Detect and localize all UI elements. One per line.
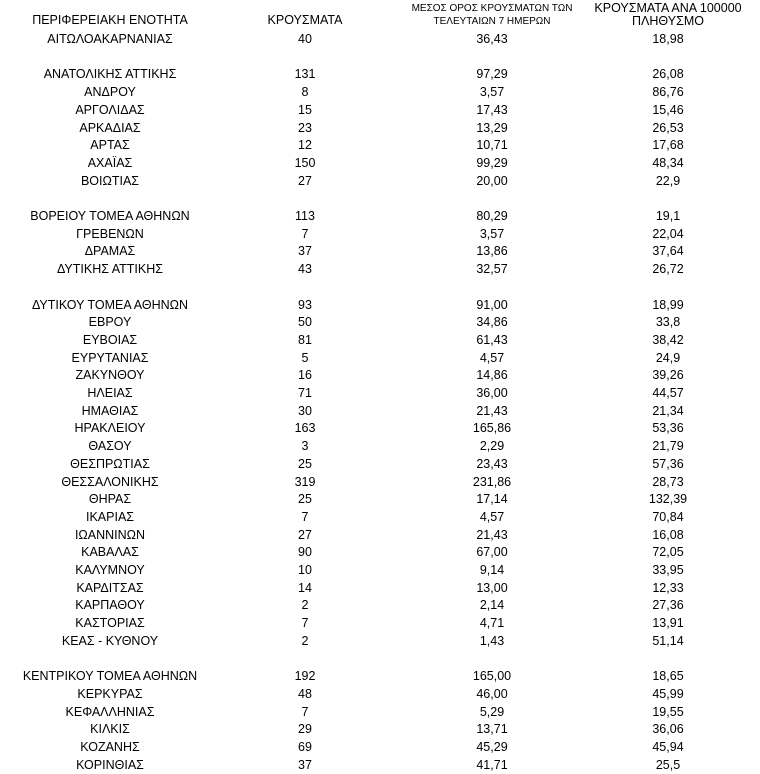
avg7-cell: 13,29 — [476, 120, 508, 135]
region-cell: ΔΥΤΙΚΟΥ ΤΟΜΕΑ ΑΘΗΝΩΝ — [31, 297, 189, 312]
region-cell: ΘΕΣΠΡΩΤΙΑΣ — [70, 456, 150, 471]
per100k-cell: 44,57 — [652, 386, 684, 400]
table-row — [0, 279, 760, 297]
table-row — [0, 509, 760, 527]
per100k-cell: 36,06 — [652, 722, 684, 737]
table-row — [0, 314, 760, 332]
avg7-cell: 10,71 — [476, 138, 508, 153]
cases-cell: 319 — [294, 474, 316, 489]
header-per100k-line2: ΠΛΗΘΥΣΜΟ — [632, 14, 704, 28]
region-cell: ΖΑΚΥΝΘΟΥ — [75, 368, 145, 383]
avg7-cell: 80,29 — [476, 209, 508, 223]
avg7-cell: 17,43 — [476, 102, 508, 117]
cases-cell: 192 — [294, 669, 316, 684]
table-row — [0, 686, 760, 704]
per100k-cell: 48,34 — [652, 155, 684, 170]
region-cell: ΑΧΑΪΑΣ — [87, 155, 133, 170]
cases-cell: 8 — [301, 85, 309, 100]
cases-cell: 43 — [298, 262, 312, 277]
table-row — [0, 633, 760, 651]
per100k-cell: 26,08 — [652, 67, 684, 82]
table-row — [0, 668, 760, 686]
per100k-cell: 16,08 — [652, 527, 684, 542]
avg7-cell: 9,14 — [479, 563, 505, 577]
avg7-cell: 13,00 — [476, 580, 508, 595]
table-row — [0, 651, 760, 669]
region-cell: ΘΗΡΑΣ — [88, 492, 132, 507]
per100k-cell: 15,46 — [652, 102, 684, 117]
per100k-cell: 19,55 — [652, 704, 684, 719]
cases-cell: 81 — [298, 332, 312, 347]
table-row — [0, 31, 760, 49]
per100k-cell: 39,26 — [652, 368, 684, 383]
region-cell: ΚΑΛΥΜΝΟΥ — [75, 563, 145, 577]
table-row — [0, 297, 760, 315]
per100k-cell: 132,39 — [648, 492, 688, 507]
header-avg7-line1: ΜΕΣΟΣ ΟΡΟΣ ΚΡΟΥΣΜΑΤΩΝ ΤΩΝ — [411, 3, 573, 14]
region-cell: ΑΙΤΩΛΟΑΚΑΡΝΑΝΙΑΣ — [47, 32, 173, 46]
avg7-cell: 23,43 — [476, 456, 508, 471]
cases-cell: 7 — [301, 226, 309, 241]
cases-cell: 14 — [298, 580, 312, 595]
per100k-cell: 72,05 — [652, 545, 684, 560]
table-row — [0, 243, 760, 261]
cases-cell: 48 — [298, 686, 312, 701]
region-cell: ΚΑΡΠΑΘΟΥ — [75, 598, 145, 613]
avg7-cell: 4,57 — [479, 509, 505, 524]
table-row — [0, 597, 760, 615]
cases-cell: 40 — [298, 32, 312, 46]
avg7-cell: 5,29 — [479, 704, 505, 719]
per100k-cell: 33,95 — [652, 563, 684, 577]
avg7-cell: 2,29 — [479, 439, 505, 454]
avg7-cell: 41,71 — [476, 757, 508, 772]
region-cell: ΚΑΣΤΟΡΙΑΣ — [75, 616, 145, 631]
table-row — [0, 66, 760, 84]
cases-cell: 50 — [298, 315, 312, 330]
region-cell: ΑΡΤΑΣ — [90, 138, 130, 153]
avg7-cell: 36,00 — [476, 386, 508, 400]
cases-cell: 15 — [298, 102, 312, 117]
region-cell: ΔΡΑΜΑΣ — [84, 244, 136, 259]
cases-cell: 131 — [294, 67, 316, 82]
avg7-cell: 13,86 — [476, 244, 508, 259]
per100k-cell: 26,53 — [652, 120, 684, 135]
per100k-cell: 22,04 — [652, 226, 684, 241]
table-row — [0, 757, 760, 774]
per100k-cell: 70,84 — [652, 509, 684, 524]
region-cell: ΚΟΡΙΝΘΙΑΣ — [76, 757, 144, 772]
avg7-cell: 13,71 — [476, 722, 508, 737]
per100k-cell: 27,36 — [652, 598, 684, 613]
region-cell: ΙΩΑΝΝΙΝΩΝ — [74, 527, 146, 542]
table-row — [0, 739, 760, 757]
region-cell: ΓΡΕΒΕΝΩΝ — [76, 226, 144, 241]
per100k-cell: 45,94 — [652, 740, 684, 754]
table-row — [0, 137, 760, 155]
table-row — [0, 173, 760, 191]
cases-cell: 7 — [301, 509, 309, 524]
avg7-cell: 34,86 — [476, 315, 508, 330]
avg7-cell: 61,43 — [476, 332, 508, 347]
cases-cell: 71 — [298, 386, 312, 400]
avg7-cell: 165,86 — [472, 421, 512, 436]
per100k-cell: 22,9 — [655, 173, 681, 188]
cases-cell: 7 — [301, 704, 309, 719]
table-row — [0, 527, 760, 545]
region-cell: ΗΜΑΘΙΑΣ — [81, 403, 139, 418]
cases-cell: 90 — [298, 545, 312, 560]
table-row — [0, 704, 760, 722]
region-cell: ΕΥΡΥΤΑΝΙΑΣ — [71, 350, 149, 365]
table-row — [0, 261, 760, 279]
avg7-cell: 97,29 — [476, 67, 508, 82]
table-row — [0, 474, 760, 492]
cases-cell: 30 — [298, 403, 312, 418]
avg7-cell: 3,57 — [479, 85, 505, 100]
avg7-cell: 2,14 — [479, 598, 505, 613]
region-cell: ΗΡΑΚΛΕΙΟΥ — [74, 421, 146, 436]
per100k-cell: 12,33 — [652, 580, 684, 595]
per100k-cell: 51,14 — [652, 633, 684, 648]
cases-cell: 27 — [298, 527, 312, 542]
table-row — [0, 562, 760, 580]
avg7-cell: 21,43 — [476, 403, 508, 418]
avg7-cell: 17,14 — [476, 492, 508, 507]
cases-cell: 37 — [298, 757, 312, 772]
cases-cell: 93 — [298, 297, 312, 312]
avg7-cell: 21,43 — [476, 527, 508, 542]
cases-cell: 113 — [295, 209, 315, 223]
per100k-cell: 33,8 — [655, 315, 681, 330]
per100k-cell: 21,34 — [652, 403, 684, 418]
cases-cell: 27 — [298, 173, 312, 188]
cases-cell: 163 — [294, 421, 316, 436]
cases-cell: 2 — [301, 633, 309, 648]
table-row — [0, 120, 760, 138]
region-cell: ΗΛΕΙΑΣ — [87, 386, 133, 400]
per100k-cell: 26,72 — [652, 262, 684, 277]
avg7-cell: 1,43 — [479, 633, 505, 648]
per100k-cell: 13,91 — [652, 616, 684, 631]
table-row — [0, 721, 760, 739]
region-cell: ΚΕΑΣ - ΚΥΘΝΟΥ — [61, 633, 159, 648]
per100k-cell: 18,65 — [652, 669, 684, 684]
table-row — [0, 332, 760, 350]
cases-cell: 10 — [298, 563, 312, 577]
cases-cell: 7 — [301, 616, 309, 631]
avg7-cell: 20,00 — [476, 173, 508, 188]
avg7-cell: 36,43 — [476, 32, 508, 46]
per100k-cell: 19,1 — [655, 209, 681, 223]
avg7-cell: 46,00 — [476, 686, 508, 701]
cases-cell: 69 — [298, 740, 312, 754]
per100k-cell: 21,79 — [652, 439, 684, 454]
cases-cell: 23 — [298, 120, 312, 135]
cases-cell: 37 — [298, 244, 312, 259]
region-cell: ΚΟΖΑΝΗΣ — [80, 740, 140, 754]
cases-cell: 25 — [298, 492, 312, 507]
table-row — [0, 456, 760, 474]
table-row — [0, 615, 760, 633]
region-cell: ΚΕΦΑΛΛΗΝΙΑΣ — [65, 704, 155, 719]
avg7-cell: 165,00 — [472, 669, 512, 684]
per100k-cell: 17,68 — [652, 138, 684, 153]
header-per100k-line1: ΚΡΟΥΣΜΑΤΑ ΑΝΑ 100000 — [594, 1, 742, 15]
per100k-cell: 45,99 — [652, 686, 684, 701]
region-cell: ΘΑΣΟΥ — [88, 439, 132, 454]
header-region: ΠΕΡΙΦΕΡΕΙΑΚΗ ΕΝΟΤΗΤΑ — [32, 13, 188, 27]
table-row — [0, 403, 760, 421]
cases-cell: 12 — [298, 138, 312, 153]
table-row — [0, 580, 760, 598]
region-cell: ΑΡΚΑΔΙΑΣ — [79, 120, 141, 135]
table-row — [0, 84, 760, 102]
header-avg7-line2: ΤΕΛΕΥΤΑΙΩΝ 7 ΗΜΕΡΩΝ — [433, 16, 551, 27]
region-cell: ΑΝΔΡΟΥ — [84, 85, 136, 100]
cases-cell: 2 — [301, 598, 309, 613]
region-cell: ΕΒΡΟΥ — [88, 315, 132, 330]
table-row — [0, 438, 760, 456]
region-cell: ΕΥΒΟΙΑΣ — [82, 332, 138, 347]
region-cell: ΒΟΙΩΤΙΑΣ — [80, 173, 140, 188]
cases-cell: 5 — [301, 350, 309, 365]
table-row — [0, 155, 760, 173]
region-cell: ΚΑΡΔΙΤΣΑΣ — [76, 580, 144, 595]
table-row — [0, 367, 760, 385]
cases-cell: 29 — [298, 722, 312, 737]
per100k-cell: 57,36 — [652, 456, 684, 471]
region-cell: ΑΡΓΟΛΙΔΑΣ — [75, 102, 145, 117]
avg7-cell: 45,29 — [476, 740, 508, 754]
region-cell: ΚΑΒΑΛΑΣ — [81, 545, 139, 560]
cases-cell: 25 — [298, 456, 312, 471]
avg7-cell: 91,00 — [476, 297, 508, 312]
cases-cell: 3 — [301, 439, 309, 454]
per100k-cell: 18,98 — [652, 32, 684, 46]
table-row — [0, 544, 760, 562]
per100k-cell: 24,9 — [655, 350, 681, 365]
per100k-cell: 37,64 — [652, 244, 684, 259]
table-row — [0, 350, 760, 368]
region-cell: ΑΝΑΤΟΛΙΚΗΣ ΑΤΤΙΚΗΣ — [43, 67, 177, 82]
avg7-cell: 231,86 — [472, 474, 512, 489]
region-cell: ΚΕΝΤΡΙΚΟΥ ΤΟΜΕΑ ΑΘΗΝΩΝ — [22, 669, 198, 684]
per100k-cell: 18,99 — [652, 297, 684, 312]
per100k-cell: 38,42 — [652, 332, 684, 347]
table-row — [0, 208, 760, 226]
table-row — [0, 420, 760, 438]
avg7-cell: 67,00 — [476, 545, 508, 560]
region-cell: ΙΚΑΡΙΑΣ — [85, 509, 135, 524]
table-row — [0, 190, 760, 208]
region-cell: ΚΕΡΚΥΡΑΣ — [77, 686, 143, 701]
cases-cell: 16 — [298, 368, 312, 383]
avg7-cell: 4,71 — [479, 616, 505, 631]
table-row — [0, 491, 760, 509]
header-cases: ΚΡΟΥΣΜΑΤΑ — [267, 13, 343, 27]
table-row — [0, 102, 760, 120]
per100k-cell: 86,76 — [652, 85, 684, 100]
per100k-cell: 25,5 — [655, 757, 681, 772]
avg7-cell: 3,57 — [479, 226, 505, 241]
cases-cell: 150 — [294, 155, 316, 170]
table-row — [0, 49, 760, 67]
region-cell: ΘΕΣΣΑΛΟΝΙΚΗΣ — [61, 474, 159, 489]
table-row — [0, 385, 760, 403]
avg7-cell: 14,86 — [476, 368, 508, 383]
region-cell: ΒΟΡΕΙΟΥ ΤΟΜΕΑ ΑΘΗΝΩΝ — [30, 209, 190, 223]
avg7-cell: 32,57 — [476, 262, 508, 277]
region-cell: ΔΥΤΙΚΗΣ ΑΤΤΙΚΗΣ — [57, 262, 163, 277]
avg7-cell: 4,57 — [479, 350, 505, 365]
table-row — [0, 226, 760, 244]
per100k-cell: 53,36 — [652, 421, 684, 436]
region-cell: ΚΙΛΚΙΣ — [90, 722, 130, 737]
avg7-cell: 99,29 — [476, 155, 508, 170]
per100k-cell: 28,73 — [652, 474, 684, 489]
